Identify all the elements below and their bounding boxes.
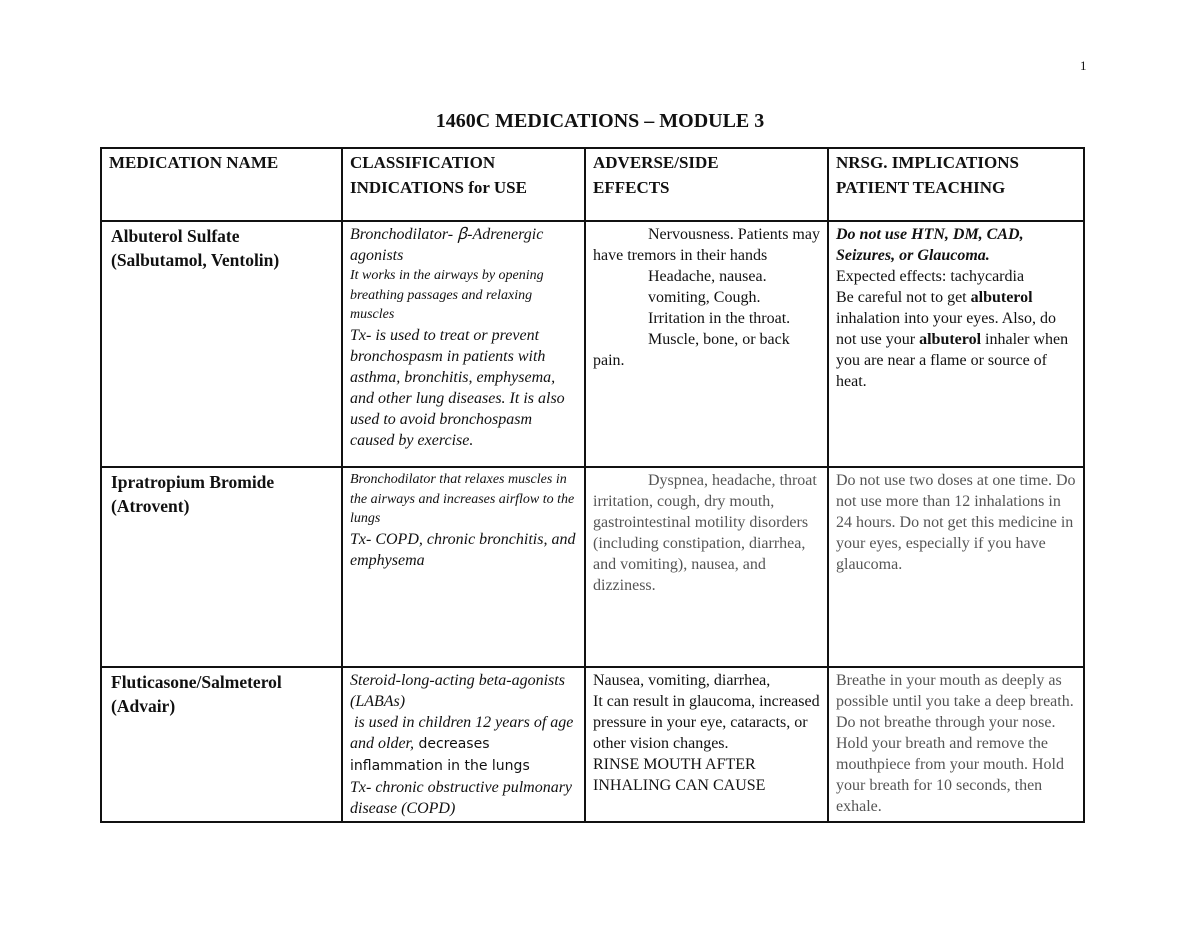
adverse-effects-cell: Nervousness. Patients may have tremors in their hands Headache, nausea. vomiting, Cough. Irritation in the throat. Muscle, bone, or back pain. xyxy=(585,221,828,467)
header-medication-name: MEDICATION NAME xyxy=(101,148,342,221)
medication-name-cell: Ipratropium Bromide (Atrovent) xyxy=(101,467,342,667)
medications-table xyxy=(100,147,1085,823)
adverse-effects-cell: Dyspnea, headache, throat irritation, cough, dry mouth, gastrointestinal motility disorders (including constipation, diarrhea, and vomiting), nausea, and dizziness. xyxy=(585,467,828,667)
table-row xyxy=(101,221,1084,467)
header-classification: CLASSIFICATION INDICATIONS for USE xyxy=(342,148,585,221)
medication-name-cell: Fluticasone/Salmeterol (Advair) xyxy=(101,667,342,822)
classification-cell: Bronchodilator that relaxes muscles in the airways and increases airflow to the lungs Tx- COPD, chronic bronchitis, and emphysema xyxy=(342,467,585,667)
table-row xyxy=(101,467,1084,667)
page-number: 1 xyxy=(1080,58,1087,73)
adverse-effects-cell: Nausea, vomiting, diarrhea, It can result in glaucoma, increased pressure in your eye, cataracts, or other vision changes. RINSE MOUTH AFTER INHALING CAN CAUSE xyxy=(585,667,828,822)
classification-cell: Bronchodilator- ꞵ-Adrenergic agonists It works in the airways by opening breathing passages and relaxing muscles Tx- is used to treat or prevent bronchospasm in patients with asthma, bronchitis, emphysema, and other lung diseases. It is also used to avoid bronchospasm caused by exercise. xyxy=(342,221,585,467)
header-nursing-implications: NRSG. IMPLICATIONS PATIENT TEACHING xyxy=(828,148,1084,221)
nursing-implications-cell: Do not use two doses at one time. Do not use more than 12 inhalations in 24 hours. Do not get this medicine in your eyes, especially if you have glaucoma. xyxy=(828,467,1084,667)
table-row xyxy=(101,667,1084,822)
medication-name-cell: Albuterol Sulfate (Salbutamol, Ventolin) xyxy=(101,221,342,467)
classification-cell: Steroid-long-acting beta-agonists (LABAs) is used in children 12 years of age and older, decreases inflammation in the lungs Tx- chronic obstructive pulmonary disease (COPD) xyxy=(342,667,585,822)
nursing-implications-cell: Do not use HTN, DM, CAD, Seizures, or Glaucoma. Expected effects: tachycardia Be careful not to get albuterol inhalation into your eyes. Also, do not use your albuterol inhaler when you are near a flame or source of heat. xyxy=(828,221,1084,467)
header-adverse-effects: ADVERSE/SIDE EFFECTS xyxy=(585,148,828,221)
table-header-row xyxy=(101,148,1084,221)
document-title: 1460C MEDICATIONS – MODULE 3 xyxy=(435,110,765,132)
nursing-implications-cell: Breathe in your mouth as deeply as possible until you take a deep breath. Do not breathe through your nose. Hold your breath and remove the mouthpiece from your mouth. Hold your breath for 10 seconds, then exhale. xyxy=(828,667,1084,822)
